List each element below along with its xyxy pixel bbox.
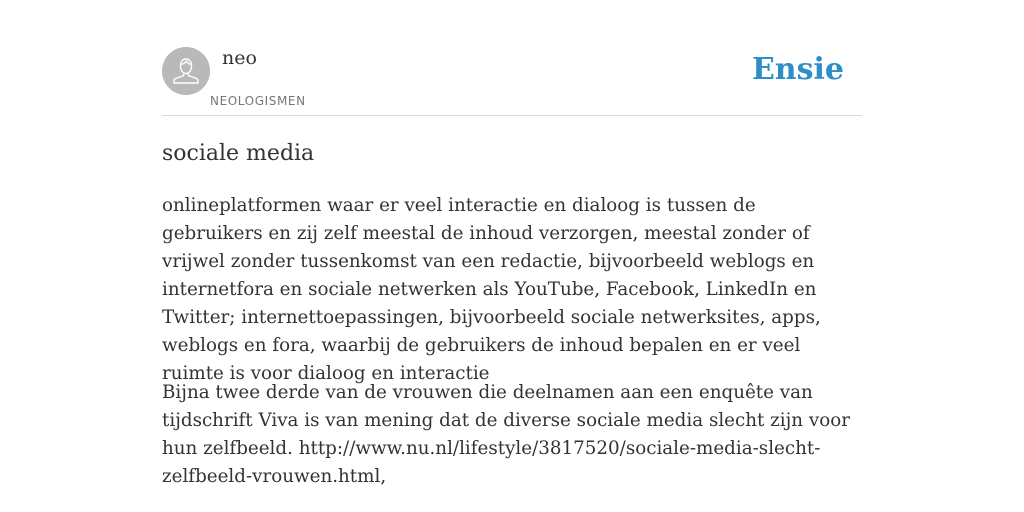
entry-term: sociale media <box>162 141 315 166</box>
username[interactable]: neo <box>222 47 257 69</box>
entry-example: Bijna twee derde van de vrouwen die deelnamen aan een enquête van tijdschrift Viva is van mening dat de diverse sociale media slecht zijn voor hun zelfbeeld. http://www.nu.nl/lifestyle/3817520/sociale-media-slecht-zelfbeeld-vrouwen.html, <box>162 382 850 487</box>
entry-definition: onlineplatformen waar er veel interactie en dialoog is tussen de gebruikers en zij zelf meestal de inhoud verzorgen, meestal zonder of vrijwel zonder tussenkomst van een redactie, bijvoorbeeld weblogs en internetfora en sociale netwerken als YouTube, Facebook, LinkedIn en Twitter; internettoepassingen, bijvoorbeeld sociale netwerksites, apps, weblogs en fora, waarbij de gebruikers de inhoud bepalen en er veel ruimte is voor dialoog en interactie <box>162 195 821 384</box>
brand-logo[interactable]: Ensie <box>751 52 844 87</box>
user-avatar-icon[interactable] <box>162 47 210 95</box>
entry-card <box>162 0 862 487</box>
entry-header <box>162 0 862 116</box>
category-label[interactable]: NEOLOGISMEN <box>210 94 306 108</box>
